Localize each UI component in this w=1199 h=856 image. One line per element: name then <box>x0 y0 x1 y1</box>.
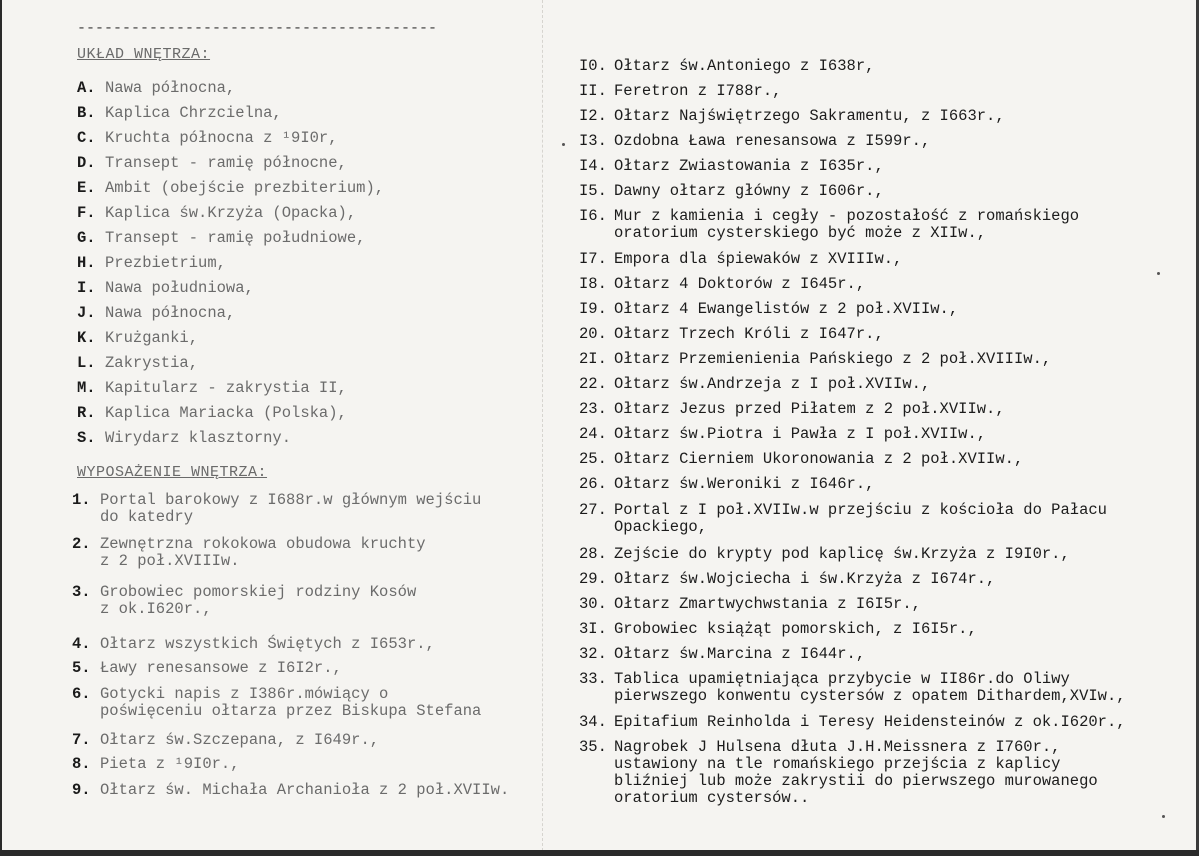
item-text: Epitafium Reinholda i Teresy Heidensteinów z ok.I620r., <box>614 713 1126 731</box>
item-text: Ołtarz Zmartwychwstania z I6I5r., <box>614 595 921 613</box>
item-text: Zejście do krypty pod kaplicę św.Krzyża z I9I0r., <box>614 545 1070 563</box>
item-text: Zakrystia, <box>105 354 199 372</box>
list-item <box>579 426 986 443</box>
item-marker: 3I. <box>579 620 607 638</box>
list-item <box>579 476 874 493</box>
item-marker: F. <box>77 204 96 222</box>
item-text: Ołtarz św.Marcina z I644r., <box>614 645 866 663</box>
list-item <box>77 405 347 422</box>
item-text: Kaplica Mariacka (Polska), <box>105 404 347 422</box>
item-text: Ołtarz wszystkich Świętych z I653r., <box>100 635 435 653</box>
item-text: Nawa północna, <box>105 304 236 322</box>
list-item <box>579 621 977 638</box>
list-item <box>77 330 198 347</box>
item-marker: L. <box>77 354 96 372</box>
item-marker: I2. <box>579 107 607 125</box>
paper-fold <box>542 0 543 856</box>
list-item <box>77 155 347 172</box>
ink-speck <box>562 143 565 146</box>
item-marker: I3. <box>579 132 607 150</box>
item-text: Ołtarz św.Piotra i Pawła z I poł.XVIIw., <box>614 425 987 443</box>
item-marker: I5. <box>579 182 607 200</box>
list-item <box>579 301 958 318</box>
list-item <box>579 208 1079 242</box>
item-marker: 34. <box>579 713 607 731</box>
list-item <box>579 739 1098 807</box>
item-marker: I9. <box>579 300 607 318</box>
item-text: Kaplica Chrzcielna, <box>105 104 282 122</box>
list-item <box>72 782 509 799</box>
item-text: Ołtarz Cierniem Ukoronowania z 2 poł.XVIIw., <box>614 450 1024 468</box>
item-marker: 33. <box>579 670 607 688</box>
item-marker: B. <box>77 104 96 122</box>
list-item <box>579 451 1023 468</box>
item-text-continuation: Opackiego, <box>614 518 708 536</box>
item-text: Feretron z I788r., <box>614 82 782 100</box>
list-item <box>77 380 347 397</box>
item-text: Ołtarz 4 Ewangelistów z 2 poł.XVIIw., <box>614 300 959 318</box>
item-marker: 27. <box>579 501 607 519</box>
list-item <box>72 584 416 618</box>
item-text: Transept - ramię południowe, <box>105 229 366 247</box>
list-item <box>77 105 282 122</box>
item-marker: 23. <box>579 400 607 418</box>
item-text-continuation: poświęceniu ołtarza przez Biskupa Stefana <box>100 702 482 720</box>
item-text-continuation: do katedry <box>100 508 194 526</box>
list-item <box>579 183 884 200</box>
item-marker: 20. <box>579 325 607 343</box>
list-item <box>579 326 884 343</box>
item-text: Nawa południowa, <box>105 279 254 297</box>
item-text: Ołtarz Trzech Króli z I647r., <box>614 325 884 343</box>
list-item <box>579 646 865 663</box>
item-marker: 4. <box>72 635 91 653</box>
item-text: Ołtarz św. Michała Archanioła z 2 poł.XVIIw. <box>100 781 510 799</box>
item-marker: 22. <box>579 375 607 393</box>
heading-layout: UKŁAD WNĘTRZA: <box>77 46 211 63</box>
item-marker: I7. <box>579 250 607 268</box>
item-marker: 9. <box>72 781 91 799</box>
item-text: Krużganki, <box>105 329 199 347</box>
list-item <box>77 230 365 247</box>
item-text-continuation: pierwszego konwentu cystersów z opatem Dithardem,XVIw., <box>614 687 1126 705</box>
item-text: Ołtarz św.Antoniego z I638r, <box>614 57 875 75</box>
list-item <box>72 536 426 570</box>
item-text: Grobowiec pomorskiej rodziny Kosów <box>100 583 417 601</box>
item-marker: 8. <box>72 755 91 773</box>
item-text: Ołtarz 4 Doktorów z I645r., <box>614 275 866 293</box>
item-text: Transept - ramię północne, <box>105 154 347 172</box>
list-item <box>579 251 902 268</box>
item-marker: 25. <box>579 450 607 468</box>
item-text: Ołtarz św.Szczepana, z I649r., <box>100 731 380 749</box>
list-item <box>579 158 884 175</box>
list-item <box>77 180 384 197</box>
item-marker: 26. <box>579 475 607 493</box>
list-item <box>72 686 481 720</box>
item-text: Zewnętrzna rokokowa obudowa kruchty <box>100 535 426 553</box>
list-item <box>77 280 254 297</box>
item-text: Grobowiec książąt pomorskich, z I6I5r., <box>614 620 977 638</box>
item-marker: D. <box>77 154 96 172</box>
list-item <box>579 714 1126 731</box>
item-text: Pieta z ¹9I0r., <box>100 755 240 773</box>
item-text: Tablica upamiętniająca przybycie w II86r.do Oliwy <box>614 670 1070 688</box>
item-text-continuation: ustawiony na tle romańskiego przejścia z kaplicy <box>614 755 1061 773</box>
item-text: Portal barokowy z I688r.w głównym wejściu <box>100 491 482 509</box>
item-marker: 29. <box>579 570 607 588</box>
list-item <box>77 205 356 222</box>
item-text: Ołtarz Najświętrzego Sakramentu, z I663r., <box>614 107 1005 125</box>
item-marker: 24. <box>579 425 607 443</box>
list-item <box>77 305 235 322</box>
list-item <box>77 355 198 372</box>
item-marker: S. <box>77 429 96 447</box>
item-text: Empora dla śpiewaków z XVIIIw., <box>614 250 903 268</box>
list-item <box>579 596 921 613</box>
item-text: Ozdobna Ława renesansowa z I599r., <box>614 132 931 150</box>
list-item <box>77 80 235 97</box>
item-text: Wirydarz klasztorny. <box>105 429 292 447</box>
item-text: Kruchta północna z ¹9I0r, <box>105 129 338 147</box>
item-text: Nawa północna, <box>105 79 236 97</box>
item-text-continuation: oratorium cysterskiego być może z XIIw., <box>614 224 987 242</box>
item-marker: K. <box>77 329 96 347</box>
item-text: Kaplica św.Krzyża (Opacka), <box>105 204 357 222</box>
item-marker: 5. <box>72 659 91 677</box>
item-marker: I4. <box>579 157 607 175</box>
item-marker: 32. <box>579 645 607 663</box>
item-text: Ołtarz św.Wojciecha i św.Krzyża z I674r., <box>614 570 996 588</box>
list-item <box>579 571 995 588</box>
list-item <box>579 108 1005 125</box>
item-marker: I0. <box>579 57 607 75</box>
heading-equipment: WYPOSAŻENIE WNĘTRZA: <box>77 464 268 481</box>
item-marker: 7. <box>72 731 91 749</box>
item-text-continuation: z 2 poł.XVIIIw. <box>100 552 240 570</box>
list-item <box>72 660 342 677</box>
item-marker: 3. <box>72 583 91 601</box>
item-marker: G. <box>77 229 96 247</box>
item-marker: C. <box>77 129 96 147</box>
list-item <box>579 276 865 293</box>
item-text: Ołtarz Jezus przed Piłatem z 2 poł.XVIIw., <box>614 400 1005 418</box>
item-text-continuation: z ok.I620r., <box>100 600 212 618</box>
ink-speck <box>1157 272 1160 275</box>
item-marker: M. <box>77 379 96 397</box>
list-item <box>77 130 338 147</box>
item-text-continuation: bliźniej lub może zakrystii do pierwszego murowanego <box>614 772 1098 790</box>
list-item <box>77 255 226 272</box>
item-marker: E. <box>77 179 96 197</box>
list-item <box>579 58 874 75</box>
list-item <box>579 83 781 100</box>
item-text: Ołtarz św.Andrzeja z I poł.XVIIw., <box>614 375 931 393</box>
page-edge-bottom <box>2 850 1199 856</box>
item-marker: 6. <box>72 685 91 703</box>
list-item <box>579 546 1070 563</box>
item-marker: R. <box>77 404 96 422</box>
item-text: Mur z kamienia i cegły - pozostałość z romańskiego <box>614 207 1080 225</box>
item-text: Ołtarz Przemienienia Pańskiego z 2 poł.XVIIIw., <box>614 350 1052 368</box>
item-marker: I8. <box>579 275 607 293</box>
list-item <box>72 636 435 653</box>
item-text: Dawny ołtarz główny z I606r., <box>614 182 884 200</box>
item-marker: I6. <box>579 207 607 225</box>
item-marker: A. <box>77 79 96 97</box>
item-text: Kapitularz - zakrystia II, <box>105 379 347 397</box>
item-marker: 2. <box>72 535 91 553</box>
list-item <box>72 732 379 749</box>
list-item <box>77 430 291 447</box>
item-text: Prezbietrium, <box>105 254 226 272</box>
item-marker: 1. <box>72 491 91 509</box>
item-marker: II. <box>579 82 607 100</box>
item-marker: 2I. <box>579 350 607 368</box>
item-text: Ambit (obejście prezbiterium), <box>105 179 385 197</box>
item-text: Ławy renesansowe z I6I2r., <box>100 659 342 677</box>
item-text-continuation: oratorium cystersów.. <box>614 789 810 807</box>
item-text: Ołtarz Zwiastowania z I635r., <box>614 157 884 175</box>
ink-speck <box>1162 815 1165 818</box>
item-marker: H. <box>77 254 96 272</box>
list-item <box>579 671 1126 705</box>
list-item <box>72 756 240 773</box>
list-item <box>579 376 930 393</box>
list-item <box>579 133 930 150</box>
list-item <box>579 351 1051 368</box>
item-marker: 35. <box>579 738 607 756</box>
item-marker: 28. <box>579 545 607 563</box>
list-item <box>579 401 1005 418</box>
list-item <box>72 492 481 526</box>
item-marker: I. <box>77 279 96 297</box>
item-text: Gotycki napis z I386r.mówiący o <box>100 685 389 703</box>
list-item <box>579 502 1107 536</box>
item-text: Portal z I poł.XVIIw.w przejściu z kościoła do Pałacu <box>614 501 1107 519</box>
item-text: Ołtarz św.Weroniki z I646r., <box>614 475 875 493</box>
item-marker: 30. <box>579 595 607 613</box>
top-rule: ---------------------------------------- <box>77 20 438 37</box>
item-text: Nagrobek J Hulsena dłuta J.H.Meissnera z I760r., <box>614 738 1061 756</box>
item-marker: J. <box>77 304 96 322</box>
